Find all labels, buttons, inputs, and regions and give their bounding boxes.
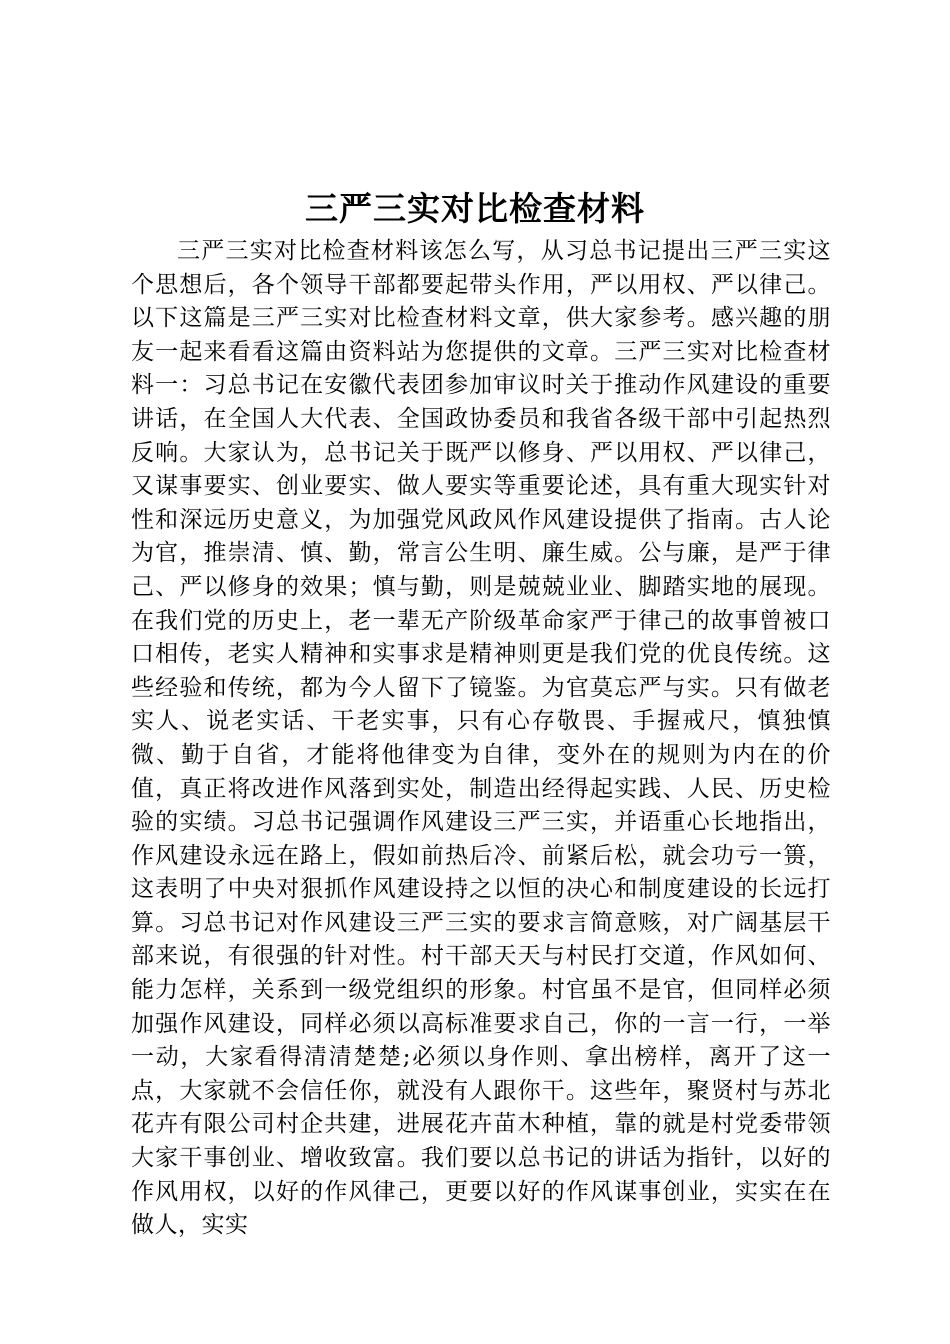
document-title: 三严三实对比检查材料 [305,189,645,228]
document-body-paragraph: 三严三实对比检查材料该怎么写，从习总书记提出三严三实这个思想后，各个领导干部都要起带头作用，严以用权、严以律己。以下这篇是三严三实对比检查材料文章，供大家参考。感兴趣的朋友一起来看看这篇由资料站为您提供的文章。三严三实对比检查材料一：习总书记在安徽代表团参加审议时关于推动作风建设的重要讲话，在全国人大代表、全国政协委员和我省各级干部中引起热烈反响。大家认为，总书记关于既严以修身、严以用权、严以律己，又谋事要实、创业要实、做人要实等重要论述，具有重大现实针对性和深远历史意义，为加强党风政风作风建设提供了指南。古人论为官，推崇清、慎、勤，常言公生明、廉生威。公与廉，是严于律己、严以修身的效果；慎与勤，则是兢兢业业、脚踏实地的展现。在我们党的历史上，老一辈无产阶级革命家严于律己的故事曾被口口相传，老实人精神和实事求是精神则更是我们党的优良传统。这些经验和传统，都为今人留下了镜鉴。为官莫忘严与实。只有做老实人、说老实话、干老实事，只有心存敬畏、手握戒尺，慎独慎微、勤于自省，才能将他律变为自律，变外在的规则为内在的价值，真正将改进作风落到实处，制造出经得起实践、人民、历史检验的实绩。习总书记强调作风建设三严三实，并语重心长地指出，作风建设永远在路上，假如前热后冷、前紧后松，就会功亏一篑，这表明了中央对狠抓作风建设持之以恒的决心和制度建设的长远打算。习总书记对作风建设三严三实的要求言简意赅，对广阔基层干部来说，有很强的针对性。村干部天天与村民打交道，作风如何、能力怎样，关系到一级党组织的形象。村官虽不是官，但同样必须加强作风建设，同样必须以高标准要求自己，你的一言一行，一举一动，大家看得清清楚楚;必须以身作则、拿出榜样，离开了这一点，大家就不会信任你，就没有人跟你干。这些年，聚贤村与苏北花卉有限公司村企共建，进展花卉苗木种植，靠的就是村党委带领大家干事创业、增收致富。我们要以总书记的讲话为指针，以好的作风用权，以好的作风律己，更要以好的作风谋事创业，实实在在做人，实实 [131,238,831,1239]
